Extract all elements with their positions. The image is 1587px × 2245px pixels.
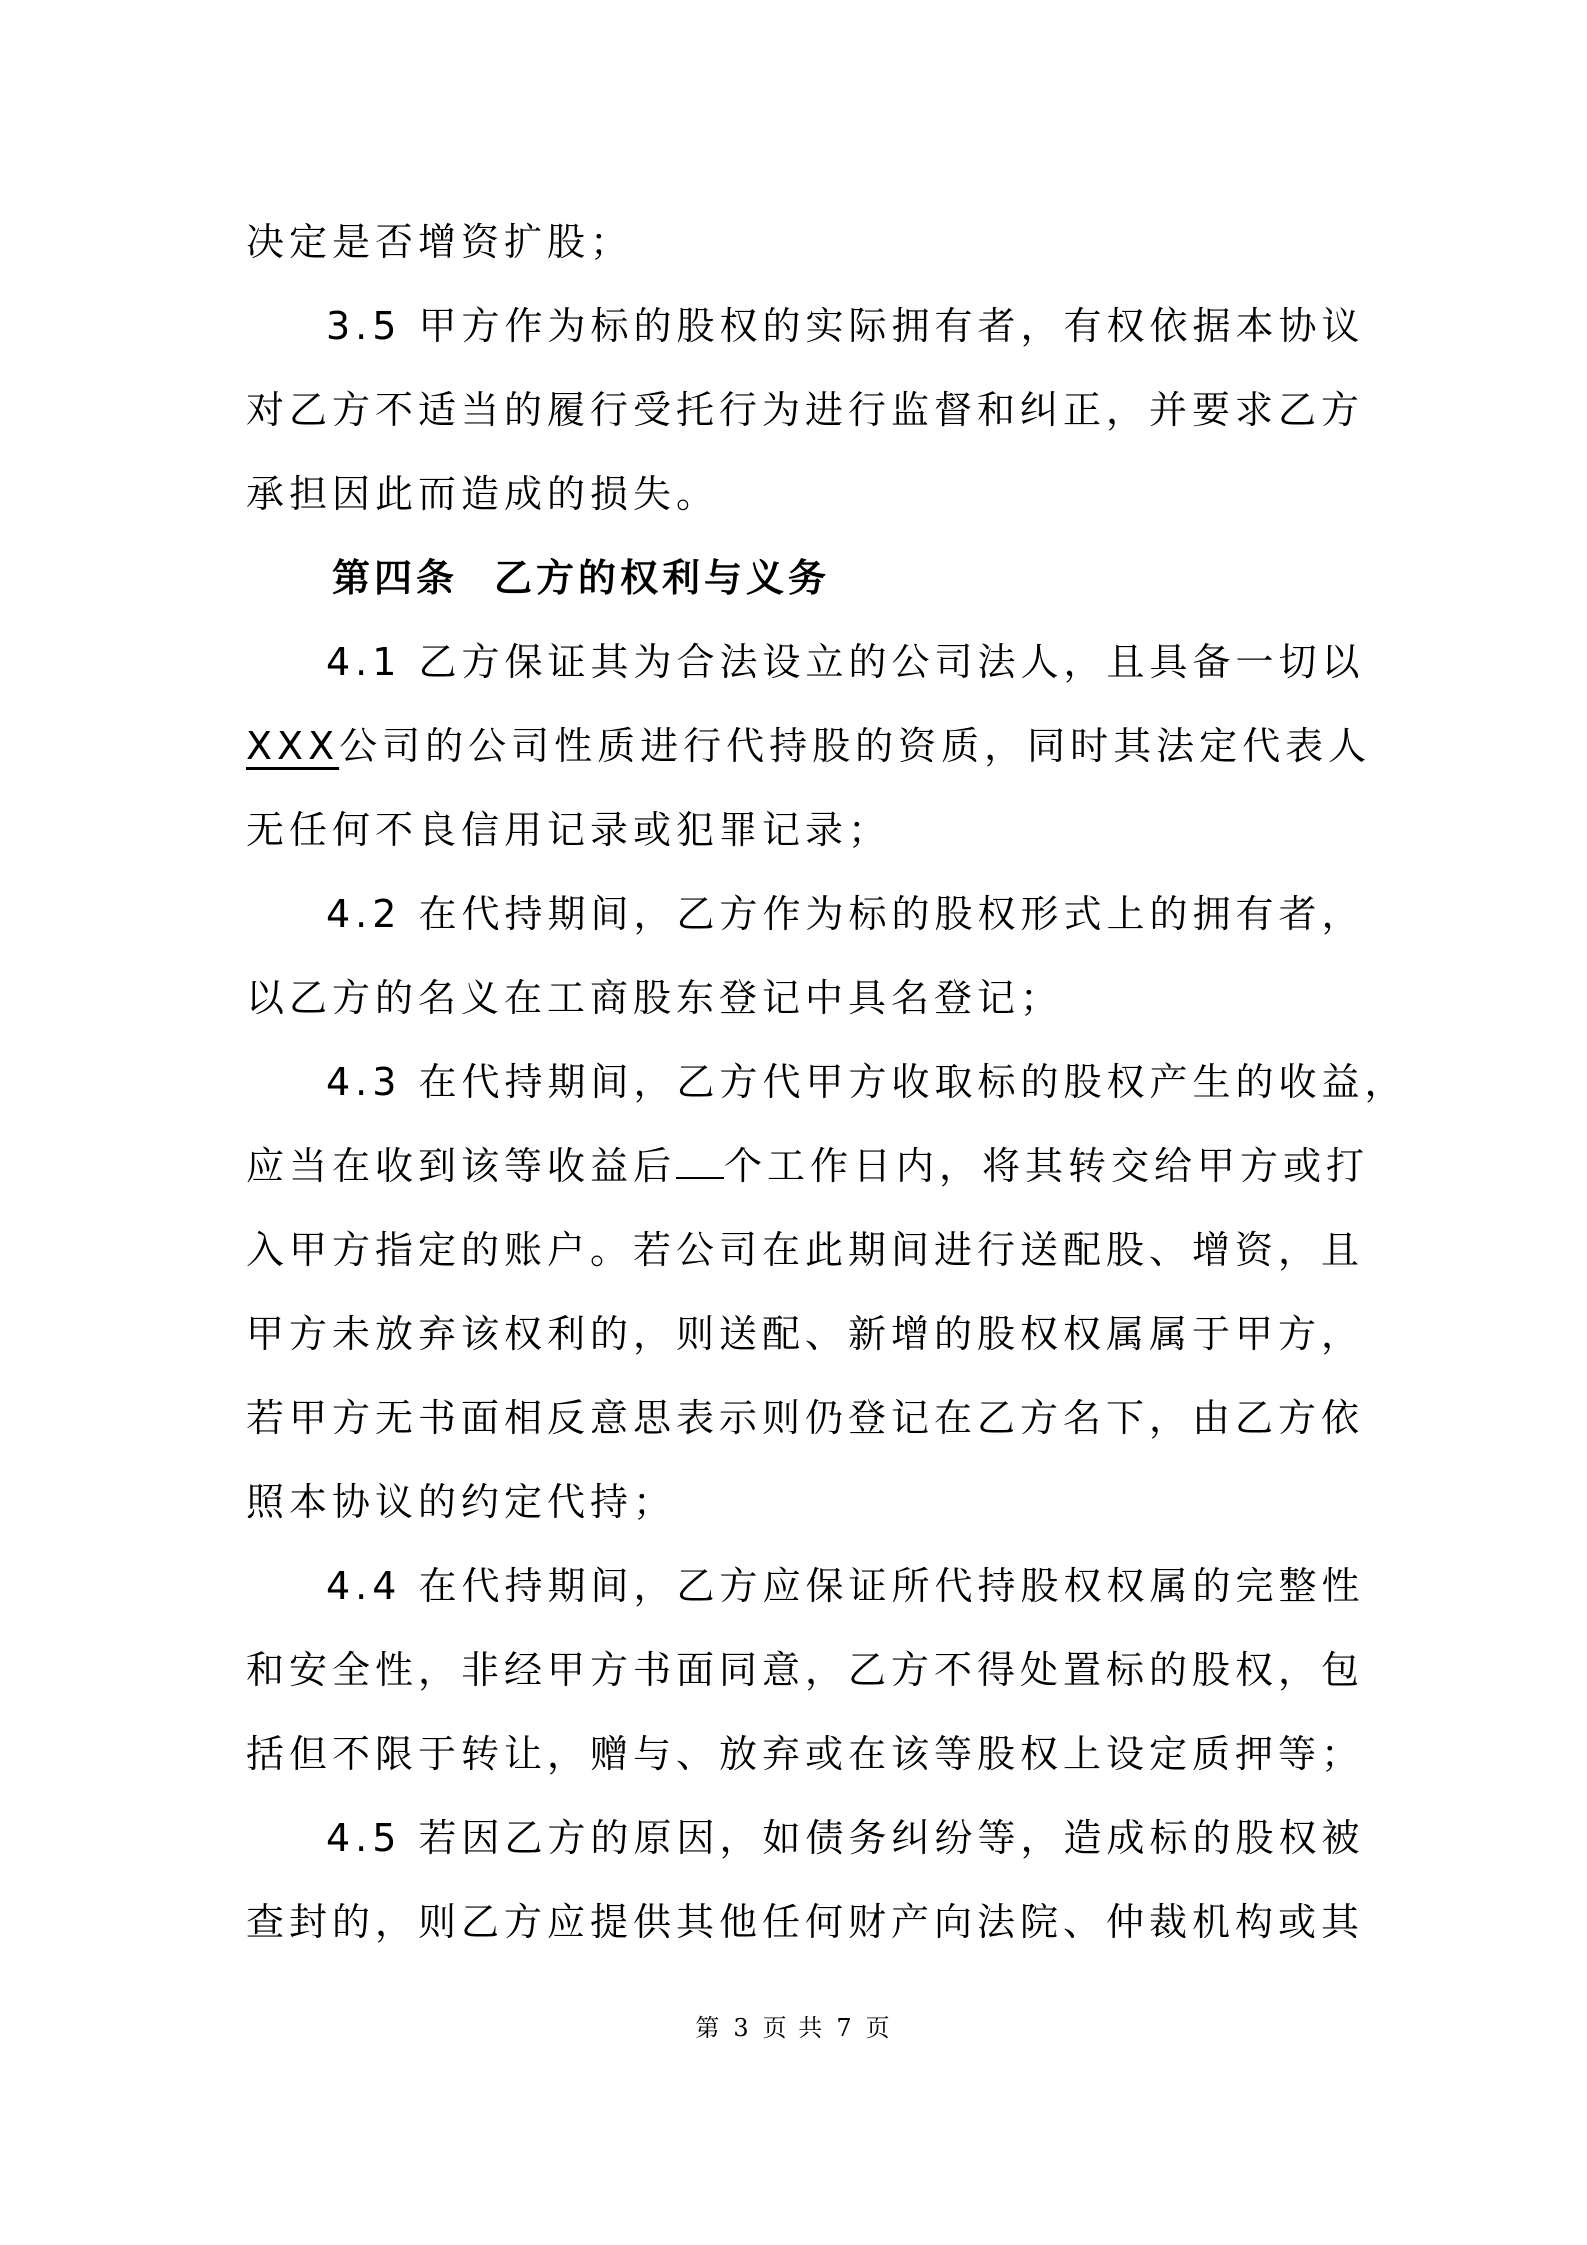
clause-4-2: 4.2 在代持期间，乙方作为标的股权形式上的拥有者，: [326, 892, 1365, 936]
clause-3-5: 3.5 甲方作为标的股权的实际拥有者，有权依据本协议: [326, 304, 1365, 348]
text-line: 甲方未放弃该权利的，则送配、新增的股权权属属于甲方，: [246, 1312, 1365, 1356]
text-span: 应当在收到该等收益后: [246, 1144, 677, 1188]
text-line: 以乙方的名义在工商股东登记中具名登记；: [246, 976, 1064, 1020]
total-pages-number: 7: [836, 2014, 854, 2042]
text-line: 和安全性，非经甲方书面同意，乙方不得处置标的股权，包: [246, 1648, 1365, 1692]
text-line: [246, 704, 1376, 788]
article-heading: [246, 536, 1376, 620]
company-placeholder: XXX: [246, 724, 340, 768]
footer-middle: 页 共: [762, 2014, 825, 2042]
clause-4-5: 4.5 若因乙方的原因，如债务纠纷等，造成标的股权被: [326, 1816, 1365, 1860]
article-number: 第四条: [332, 556, 459, 600]
text-line: 无任何不良信用记录或犯罪记录；: [246, 808, 892, 852]
days-blank: [676, 1143, 724, 1179]
clause-4-4: 4.4 在代持期间，乙方应保证所代持股权权属的完整性: [326, 1564, 1365, 1608]
text-line: 若甲方无书面相反意思表示则仍登记在乙方名下，由乙方依: [246, 1396, 1365, 1440]
text-line: 决定是否增资扩股；: [246, 220, 634, 264]
text-line: 入甲方指定的账户。若公司在此期间进行送配股、增资，且: [246, 1228, 1365, 1272]
text-span: 公司的公司性质进行代持股的资质，同时其法定代表人: [339, 724, 1372, 768]
text-span: 个工作日内，将其转交给甲方或打: [724, 1144, 1370, 1188]
footer-suffix: 页: [865, 2014, 892, 2042]
clause-4-1: 4.1 乙方保证其为合法设立的公司法人，且具备一切以: [326, 640, 1365, 684]
article-title: 乙方的权利与义务: [494, 556, 831, 600]
page-footer: [0, 2008, 1587, 2043]
text-line: 查封的，则乙方应提供其他任何财产向法院、仲裁机构或其: [246, 1900, 1365, 1944]
text-line: 括但不限于转让，赠与、放弃或在该等股权上设定质押等；: [246, 1732, 1365, 1776]
text-line: 承担因此而造成的损失。: [246, 472, 720, 516]
text-line: 对乙方不适当的履行受托行为进行监督和纠正，并要求乙方: [246, 388, 1365, 432]
document-body: [246, 200, 1408, 1964]
text-line: [246, 1124, 1376, 1208]
current-page-number: 3: [733, 2014, 751, 2042]
text-line: 照本协议的约定代持；: [246, 1480, 677, 1524]
clause-4-3: 4.3 在代持期间，乙方代甲方收取标的股权产生的收益，: [326, 1060, 1408, 1104]
footer-prefix: 第: [695, 2014, 722, 2042]
